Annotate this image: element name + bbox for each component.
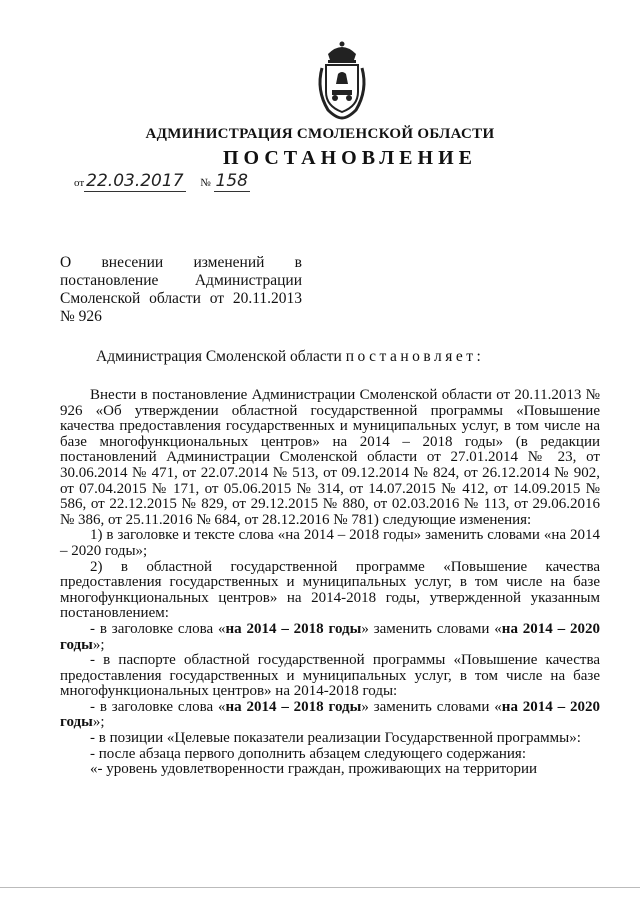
text-run: - в заголовке слова « <box>90 620 226 637</box>
coat-of-arms-emblem <box>314 40 370 120</box>
subject-line: Смоленской области от 20.11.2013 <box>60 290 302 307</box>
organization-title: АДМИНИСТРАЦИЯ СМОЛЕНСКОЙ ОБЛАСТИ <box>145 126 495 142</box>
bold-run: на 2014 – 2020 годы <box>60 698 600 731</box>
number-prefix: № <box>200 177 211 189</box>
subject-line: постановление Администрации <box>60 272 302 289</box>
preamble-text: Администрация Смоленской области <box>96 348 346 365</box>
subject-line: № 926 <box>60 308 102 325</box>
date-prefix: от <box>74 177 85 189</box>
text-run: »; <box>92 636 105 653</box>
text-run: » заменить словами « <box>361 620 502 637</box>
text-run: »; <box>92 714 105 731</box>
body-paragraph: 1) в заголовке и тексте слова «на 2014 – 2018 годы» заменить словами «на 2014 – 2020 годы»; <box>60 527 600 559</box>
body-paragraph: 2) в областной государственной программе «Повышение качества предоставления государственных и муниципальных услуг, в том числе на базе многофункциональных центров» на 2014-2018 годы, утвержденной указанным постановлением: <box>60 558 600 622</box>
preamble-decree-word: постановляет: <box>345 348 485 365</box>
body-paragraph <box>60 700 600 731</box>
preamble <box>96 348 484 366</box>
text-run: » заменить словами « <box>361 698 502 715</box>
body-paragraph: «- уровень удовлетворенности граждан, проживающих на территории <box>90 761 538 778</box>
date-number-line <box>74 171 250 192</box>
bold-run: на 2014 – 2018 годы <box>225 620 362 637</box>
scan-edge-line <box>0 887 640 888</box>
body-paragraph: - в позиции «Целевые показатели реализации Государственной программы»: <box>90 730 581 747</box>
document-type-title: ПОСТАНОВЛЕНИЕ <box>223 147 477 169</box>
bold-run: на 2014 – 2018 годы <box>225 698 362 715</box>
handwritten-number: 158 <box>215 171 248 191</box>
subject-block <box>60 254 302 326</box>
document-body <box>60 388 600 778</box>
body-paragraph: - в паспорте областной государственной программы «Повышение качества предоставления государственных и муниципальных услуг, в том числе на базе многофункциональных центров» на 2014-2018 годы: <box>60 652 600 700</box>
body-paragraph: - после абзаца первого дополнить абзацем следующего содержания: <box>90 745 526 762</box>
body-paragraph <box>60 622 600 653</box>
handwritten-date: 22.03.2017 <box>86 171 184 191</box>
text-run: - в заголовке слова « <box>90 698 226 715</box>
body-paragraph: Внести в постановление Администрации Смоленской области от 20.11.2013 № 926 «Об утверждении областной государственной программы «Повышение качества предоставления государственных и муниципальных услуг, в том числе на базе многофункциональных центров» на 2014 – 2018 годы» (в редакции постановлений Администрации Смоленской области от 27.01.2014 № 23, от 30.06.2014 № 471, от 22.07.2014 № 513, от 09.12.2014 № 824, от 26.12.2014 № 902, от 07.04.2015 № 171, от 05.06.2015 № 314, от 14.07.2015 № 412, от 14.09.2015 № 586, от 22.12.2015 № 829, от 29.12.2015 № 880, от 02.03.2016 № 113, от 29.06.2016 № 386, от 25.11.2016 № 684, от 28.12.2016 № 781) следующие изменения: <box>60 387 600 528</box>
bold-run: на 2014 – 2020 годы <box>60 620 600 653</box>
subject-line: О внесении изменений в <box>60 254 302 271</box>
